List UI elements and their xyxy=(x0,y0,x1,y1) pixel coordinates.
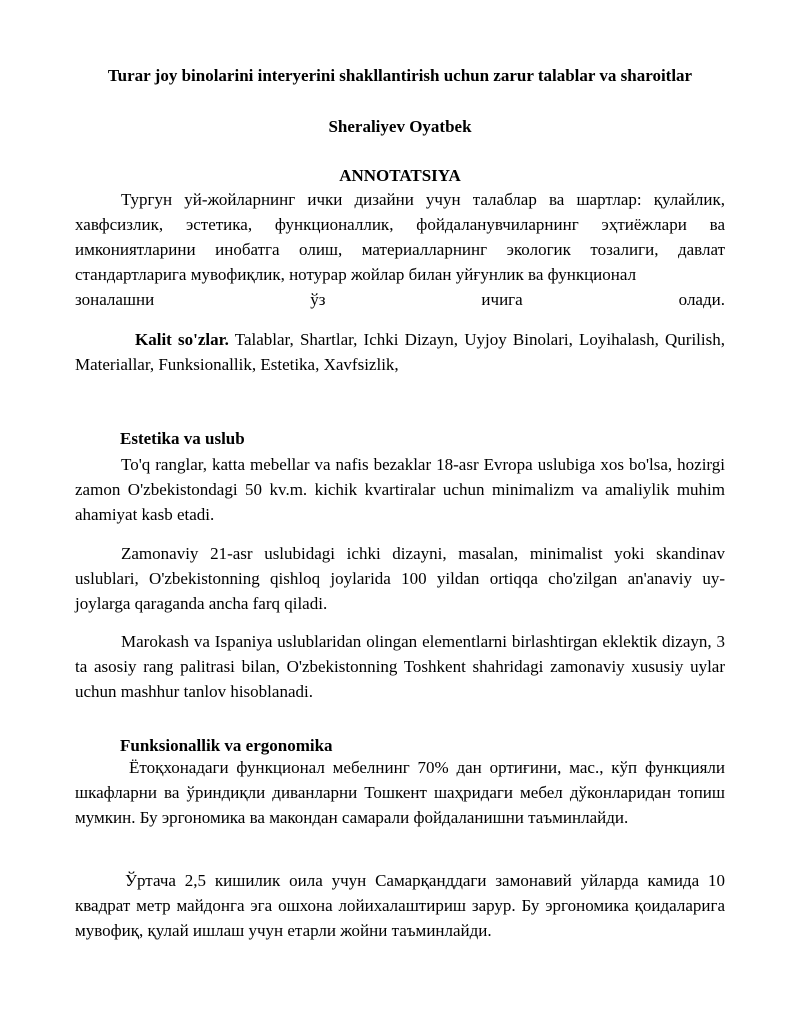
annotation-word: зоналашни xyxy=(75,290,155,309)
paragraph-text: To'q ranglar, katta mebellar va nafis bezaklar 18-asr Evropa uslubiga xos bo'lsa, hozirgi zamon O'zbekistondagi 50 kv.m. kichik kvartiralar uchun minimalizm va amaliylik muhim ahamiyat kasb etadi. xyxy=(75,455,725,524)
section1-paragraph-1 xyxy=(75,452,725,527)
annotation-last-line xyxy=(75,287,725,312)
section2-paragraph-2 xyxy=(75,868,725,943)
section1-paragraph-3 xyxy=(75,629,725,704)
paragraph-text: Ётоқхонадаги функционал мебелнинг 70% дан ортиғини, мас., кўп функцияли шкафларни ва ўриндиқли диванларни Тошкент шаҳридаги мебел дўконларидан топиш мумкин. Бу эргономика ва макондан самарали фойдаланишни таъминлайди. xyxy=(75,758,725,827)
paragraph-text: Zamonaviy 21-asr uslubidagi ichki dizayni, masalan, minimalist yoki skandinav uslublari, O'zbekistonning qishloq joylarida 100 yildan ortiqqa cho'zilgan an'anaviy uy-joylarga qaraganda ancha farq qiladi. xyxy=(75,544,725,613)
paragraph-text: Ўртача 2,5 кишилик оила учун Самарқанддаги замонавий уйларда камида 10 квадрат метр майдонга эга ошхона лойихалаштириш зарур. Бу эргономика қоидаларига мувофиқ, қулай ишлаш учун етарли жойни таъминлайди. xyxy=(75,871,725,940)
annotation-word: олади. xyxy=(678,290,725,309)
keywords-text: Talablar, Shartlar, Ichki Dizayn, Uyjoy Binolari, Loyihalash, Qurilish, Materiallar, Funksionallik, Estetika, Xavfsizlik, xyxy=(75,330,725,374)
annotation-word: ичига xyxy=(481,290,523,309)
document-title: Turar joy binolarini interyerini shakllantirish uchun zarur talablar va sharoitlar xyxy=(107,66,693,85)
section-heading-aesthetics: Estetika va uslub xyxy=(120,429,245,448)
author-name: Sheraliyev Oyatbek xyxy=(328,117,472,136)
keywords-label: Kalit so'zlar. xyxy=(135,330,229,349)
paragraph-text: Marokash va Ispaniya uslublaridan olingan elementlarni birlashtirgan eklektik dizayn, 3 ta asosiy rang palitrasi bilan, O'zbekistonning Toshkent shahridagi zamonaviy xususiy uylar uchun mashhur tanlov hisoblanadi. xyxy=(75,632,725,701)
section-heading-functionality: Funksionallik va ergonomika xyxy=(120,736,333,755)
keywords-paragraph xyxy=(75,327,725,377)
annotation-paragraph xyxy=(75,187,725,312)
section1-paragraph-2 xyxy=(75,541,725,616)
annotation-word: ўз xyxy=(310,290,326,309)
section2-paragraph-1 xyxy=(75,755,725,830)
annotation-heading: ANNOTATSIYA xyxy=(339,166,461,185)
annotation-text: Тургун уй-жойларнинг ички дизайни учун талаблар ва шартлар: қулайлик, хавфсизлик, эстетика, функционаллик, фойдаланувчиларнинг эҳтиёжлари ва имкониятларини инобатга олиш, материалларнинг экологик тозалиги, давлат стандартларига мувофиқлик, нотурар жойлар билан уйғунлик ва функционал xyxy=(75,190,725,284)
